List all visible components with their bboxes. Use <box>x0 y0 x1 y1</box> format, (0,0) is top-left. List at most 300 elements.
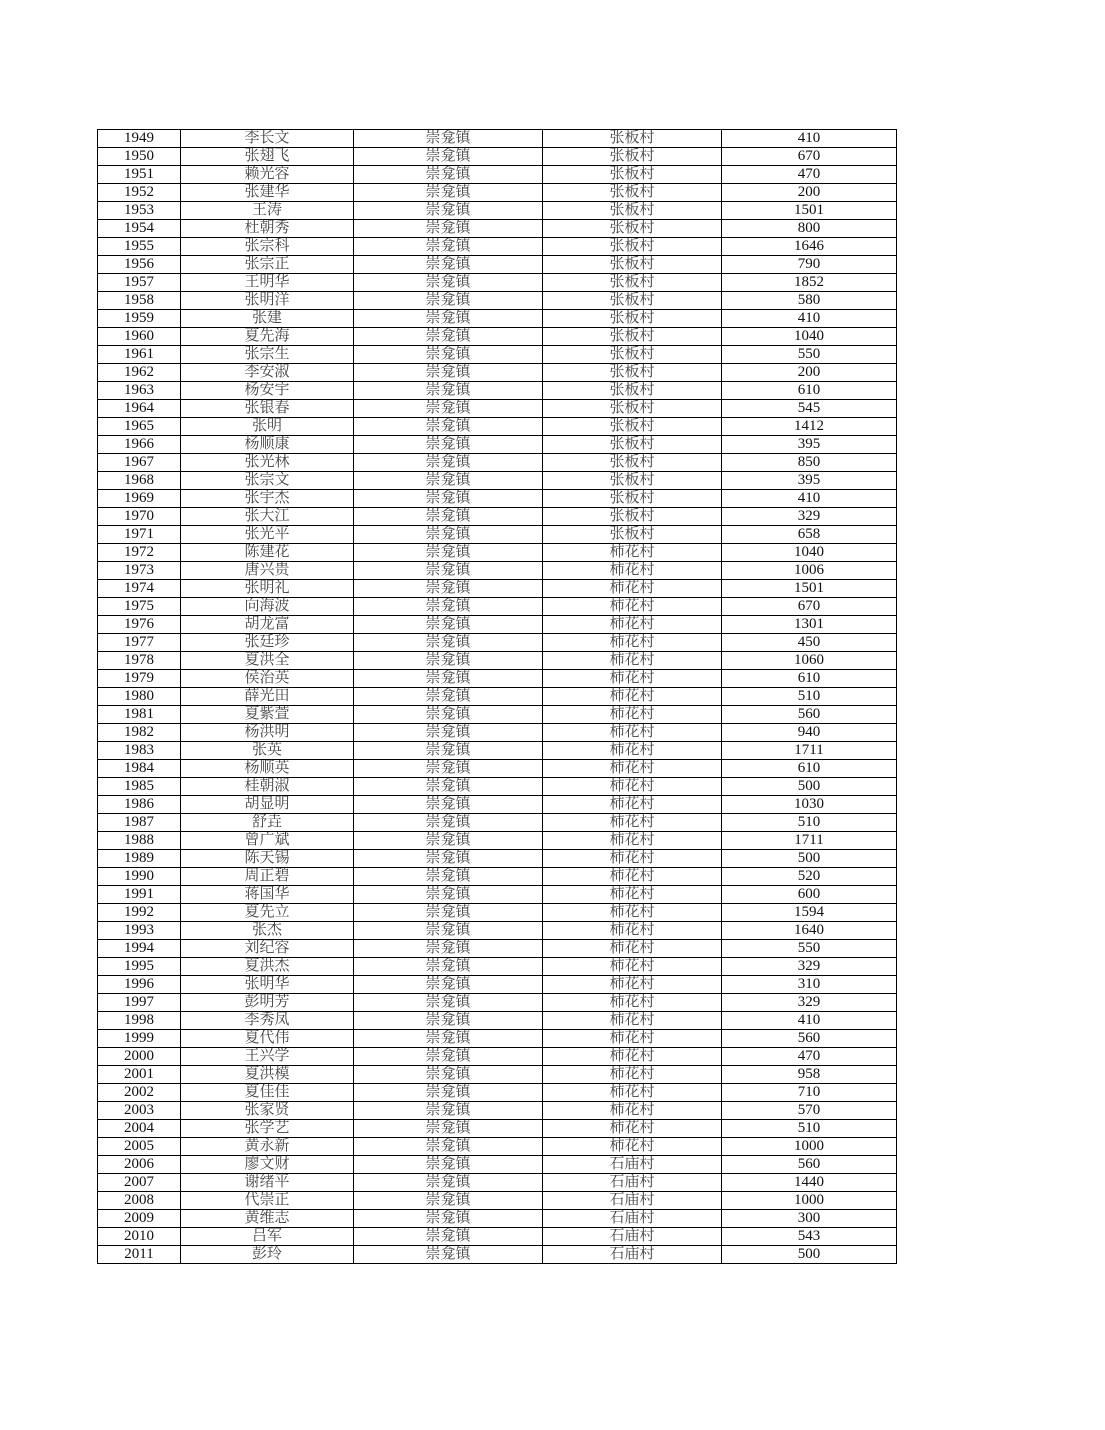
amount-cell: 610 <box>722 670 897 688</box>
table-row <box>98 616 897 634</box>
town-cell: 崇龛镇 <box>354 1030 543 1048</box>
village-cell: 张板村 <box>543 184 722 202</box>
row-number-cell: 2011 <box>98 1246 181 1264</box>
name-cell: 张宇杰 <box>181 490 354 508</box>
name-cell: 杜朝秀 <box>181 220 354 238</box>
amount-cell: 710 <box>722 1084 897 1102</box>
table-row <box>98 148 897 166</box>
amount-cell: 580 <box>722 292 897 310</box>
name-cell: 李安淑 <box>181 364 354 382</box>
town-cell: 崇龛镇 <box>354 526 543 544</box>
town-cell: 崇龛镇 <box>354 670 543 688</box>
table-row <box>98 1138 897 1156</box>
village-cell: 张板村 <box>543 454 722 472</box>
village-cell: 张板村 <box>543 130 722 148</box>
town-cell: 崇龛镇 <box>354 238 543 256</box>
name-cell: 王涛 <box>181 202 354 220</box>
row-number-cell: 1999 <box>98 1030 181 1048</box>
name-cell: 杨洪明 <box>181 724 354 742</box>
village-cell: 柿花村 <box>543 706 722 724</box>
row-number-cell: 1990 <box>98 868 181 886</box>
village-cell: 张板村 <box>543 310 722 328</box>
town-cell: 崇龛镇 <box>354 1156 543 1174</box>
name-cell: 张学艺 <box>181 1120 354 1138</box>
village-cell: 柿花村 <box>543 1030 722 1048</box>
row-number-cell: 2004 <box>98 1120 181 1138</box>
name-cell: 桂朝淑 <box>181 778 354 796</box>
village-cell: 柿花村 <box>543 760 722 778</box>
row-number-cell: 1964 <box>98 400 181 418</box>
amount-cell: 550 <box>722 940 897 958</box>
table-row <box>98 1084 897 1102</box>
row-number-cell: 1992 <box>98 904 181 922</box>
town-cell: 崇龛镇 <box>354 616 543 634</box>
amount-cell: 1501 <box>722 580 897 598</box>
row-number-cell: 1966 <box>98 436 181 454</box>
table-row <box>98 886 897 904</box>
amount-cell: 1501 <box>722 202 897 220</box>
amount-cell: 560 <box>722 1030 897 1048</box>
table-row <box>98 688 897 706</box>
amount-cell: 500 <box>722 850 897 868</box>
town-cell: 崇龛镇 <box>354 1048 543 1066</box>
town-cell: 崇龛镇 <box>354 508 543 526</box>
name-cell: 王明华 <box>181 274 354 292</box>
village-cell: 石庙村 <box>543 1192 722 1210</box>
row-number-cell: 1989 <box>98 850 181 868</box>
table-row <box>98 1192 897 1210</box>
row-number-cell: 1985 <box>98 778 181 796</box>
name-cell: 舒垚 <box>181 814 354 832</box>
town-cell: 崇龛镇 <box>354 400 543 418</box>
amount-cell: 1060 <box>722 652 897 670</box>
amount-cell: 1006 <box>722 562 897 580</box>
amount-cell: 300 <box>722 1210 897 1228</box>
name-cell: 张宗科 <box>181 238 354 256</box>
table-row <box>98 1102 897 1120</box>
village-cell: 柿花村 <box>543 724 722 742</box>
village-cell: 柿花村 <box>543 562 722 580</box>
amount-cell: 395 <box>722 472 897 490</box>
amount-cell: 800 <box>722 220 897 238</box>
table-row <box>98 220 897 238</box>
village-cell: 柿花村 <box>543 850 722 868</box>
town-cell: 崇龛镇 <box>354 310 543 328</box>
amount-cell: 1711 <box>722 742 897 760</box>
town-cell: 崇龛镇 <box>354 1228 543 1246</box>
name-cell: 彭玲 <box>181 1246 354 1264</box>
table-row <box>98 166 897 184</box>
amount-cell: 600 <box>722 886 897 904</box>
amount-cell: 850 <box>722 454 897 472</box>
name-cell: 李秀凤 <box>181 1012 354 1030</box>
town-cell: 崇龛镇 <box>354 346 543 364</box>
town-cell: 崇龛镇 <box>354 490 543 508</box>
table-row <box>98 1228 897 1246</box>
village-cell: 柿花村 <box>543 580 722 598</box>
village-cell: 柿花村 <box>543 634 722 652</box>
table-row <box>98 256 897 274</box>
row-number-cell: 1951 <box>98 166 181 184</box>
town-cell: 崇龛镇 <box>354 634 543 652</box>
table-row <box>98 778 897 796</box>
amount-cell: 410 <box>722 130 897 148</box>
town-cell: 崇龛镇 <box>354 796 543 814</box>
town-cell: 崇龛镇 <box>354 958 543 976</box>
town-cell: 崇龛镇 <box>354 1102 543 1120</box>
name-cell: 夏先立 <box>181 904 354 922</box>
amount-cell: 1040 <box>722 544 897 562</box>
village-cell: 石庙村 <box>543 1228 722 1246</box>
village-cell: 柿花村 <box>543 832 722 850</box>
village-cell: 张板村 <box>543 274 722 292</box>
row-number-cell: 2003 <box>98 1102 181 1120</box>
table-row <box>98 382 897 400</box>
town-cell: 崇龛镇 <box>354 544 543 562</box>
village-cell: 张板村 <box>543 220 722 238</box>
amount-cell: 658 <box>722 526 897 544</box>
name-cell: 张大江 <box>181 508 354 526</box>
village-cell: 柿花村 <box>543 1120 722 1138</box>
data-table <box>97 129 897 1264</box>
amount-cell: 1040 <box>722 328 897 346</box>
name-cell: 夏先海 <box>181 328 354 346</box>
row-number-cell: 1983 <box>98 742 181 760</box>
town-cell: 崇龛镇 <box>354 1210 543 1228</box>
table-row <box>98 472 897 490</box>
name-cell: 夏代伟 <box>181 1030 354 1048</box>
village-cell: 柿花村 <box>543 814 722 832</box>
village-cell: 石庙村 <box>543 1246 722 1264</box>
village-cell: 张板村 <box>543 256 722 274</box>
village-cell: 柿花村 <box>543 544 722 562</box>
table-row <box>98 346 897 364</box>
name-cell: 吕军 <box>181 1228 354 1246</box>
row-number-cell: 1958 <box>98 292 181 310</box>
village-cell: 柿花村 <box>543 1102 722 1120</box>
name-cell: 张明礼 <box>181 580 354 598</box>
village-cell: 张板村 <box>543 418 722 436</box>
name-cell: 蒋国华 <box>181 886 354 904</box>
name-cell: 周正碧 <box>181 868 354 886</box>
town-cell: 崇龛镇 <box>354 994 543 1012</box>
village-cell: 柿花村 <box>543 922 722 940</box>
row-number-cell: 1981 <box>98 706 181 724</box>
name-cell: 夏紫萱 <box>181 706 354 724</box>
town-cell: 崇龛镇 <box>354 760 543 778</box>
row-number-cell: 1969 <box>98 490 181 508</box>
amount-cell: 958 <box>722 1066 897 1084</box>
name-cell: 薛光田 <box>181 688 354 706</box>
table-row <box>98 1012 897 1030</box>
amount-cell: 790 <box>722 256 897 274</box>
village-cell: 柿花村 <box>543 904 722 922</box>
town-cell: 崇龛镇 <box>354 1120 543 1138</box>
village-cell: 张板村 <box>543 166 722 184</box>
table-row <box>98 814 897 832</box>
row-number-cell: 1967 <box>98 454 181 472</box>
village-cell: 张板村 <box>543 472 722 490</box>
town-cell: 崇龛镇 <box>354 454 543 472</box>
row-number-cell: 1993 <box>98 922 181 940</box>
name-cell: 刘纪容 <box>181 940 354 958</box>
table-row <box>98 202 897 220</box>
amount-cell: 329 <box>722 958 897 976</box>
town-cell: 崇龛镇 <box>354 778 543 796</box>
table-row <box>98 238 897 256</box>
village-cell: 张板村 <box>543 292 722 310</box>
table-row <box>98 670 897 688</box>
row-number-cell: 1979 <box>98 670 181 688</box>
row-number-cell: 1984 <box>98 760 181 778</box>
row-number-cell: 2006 <box>98 1156 181 1174</box>
amount-cell: 1594 <box>722 904 897 922</box>
row-number-cell: 1978 <box>98 652 181 670</box>
town-cell: 崇龛镇 <box>354 1246 543 1264</box>
table-row <box>98 580 897 598</box>
table-row <box>98 1210 897 1228</box>
table-row <box>98 364 897 382</box>
row-number-cell: 1972 <box>98 544 181 562</box>
name-cell: 张宗文 <box>181 472 354 490</box>
town-cell: 崇龛镇 <box>354 724 543 742</box>
name-cell: 夏洪模 <box>181 1066 354 1084</box>
name-cell: 杨安宇 <box>181 382 354 400</box>
village-cell: 柿花村 <box>543 778 722 796</box>
amount-cell: 1000 <box>722 1192 897 1210</box>
name-cell: 张明华 <box>181 976 354 994</box>
row-number-cell: 1959 <box>98 310 181 328</box>
town-cell: 崇龛镇 <box>354 706 543 724</box>
amount-cell: 560 <box>722 1156 897 1174</box>
amount-cell: 410 <box>722 1012 897 1030</box>
table-row <box>98 184 897 202</box>
table-row <box>98 1048 897 1066</box>
table-row <box>98 922 897 940</box>
town-cell: 崇龛镇 <box>354 598 543 616</box>
town-cell: 崇龛镇 <box>354 148 543 166</box>
village-cell: 柿花村 <box>543 1012 722 1030</box>
row-number-cell: 1963 <box>98 382 181 400</box>
village-cell: 柿花村 <box>543 976 722 994</box>
town-cell: 崇龛镇 <box>354 130 543 148</box>
table-row <box>98 868 897 886</box>
name-cell: 夏洪杰 <box>181 958 354 976</box>
table-row <box>98 130 897 148</box>
town-cell: 崇龛镇 <box>354 850 543 868</box>
amount-cell: 1852 <box>722 274 897 292</box>
row-number-cell: 2002 <box>98 1084 181 1102</box>
town-cell: 崇龛镇 <box>354 220 543 238</box>
village-cell: 柿花村 <box>543 1138 722 1156</box>
amount-cell: 940 <box>722 724 897 742</box>
table-row <box>98 1066 897 1084</box>
village-cell: 柿花村 <box>543 688 722 706</box>
town-cell: 崇龛镇 <box>354 1138 543 1156</box>
table-row <box>98 832 897 850</box>
row-number-cell: 1956 <box>98 256 181 274</box>
amount-cell: 1030 <box>722 796 897 814</box>
table-row <box>98 742 897 760</box>
name-cell: 胡显明 <box>181 796 354 814</box>
amount-cell: 543 <box>722 1228 897 1246</box>
town-cell: 崇龛镇 <box>354 1012 543 1030</box>
amount-cell: 560 <box>722 706 897 724</box>
name-cell: 张家贤 <box>181 1102 354 1120</box>
village-cell: 柿花村 <box>543 958 722 976</box>
amount-cell: 670 <box>722 148 897 166</box>
name-cell: 谢绪平 <box>181 1174 354 1192</box>
town-cell: 崇龛镇 <box>354 292 543 310</box>
table-row <box>98 274 897 292</box>
row-number-cell: 1962 <box>98 364 181 382</box>
name-cell: 侯治英 <box>181 670 354 688</box>
amount-cell: 545 <box>722 400 897 418</box>
town-cell: 崇龛镇 <box>354 832 543 850</box>
village-cell: 张板村 <box>543 148 722 166</box>
town-cell: 崇龛镇 <box>354 562 543 580</box>
row-number-cell: 1975 <box>98 598 181 616</box>
amount-cell: 310 <box>722 976 897 994</box>
name-cell: 王兴学 <box>181 1048 354 1066</box>
village-cell: 张板村 <box>543 328 722 346</box>
village-cell: 柿花村 <box>543 868 722 886</box>
village-cell: 张板村 <box>543 382 722 400</box>
name-cell: 张宗生 <box>181 346 354 364</box>
name-cell: 赖光容 <box>181 166 354 184</box>
name-cell: 曾广斌 <box>181 832 354 850</box>
amount-cell: 200 <box>722 184 897 202</box>
town-cell: 崇龛镇 <box>354 364 543 382</box>
town-cell: 崇龛镇 <box>354 652 543 670</box>
village-cell: 柿花村 <box>543 652 722 670</box>
table-row <box>98 508 897 526</box>
town-cell: 崇龛镇 <box>354 166 543 184</box>
table-row <box>98 292 897 310</box>
table-row <box>98 706 897 724</box>
name-cell: 廖文财 <box>181 1156 354 1174</box>
village-cell: 柿花村 <box>543 940 722 958</box>
village-cell: 石庙村 <box>543 1174 722 1192</box>
amount-cell: 1711 <box>722 832 897 850</box>
row-number-cell: 2005 <box>98 1138 181 1156</box>
row-number-cell: 1994 <box>98 940 181 958</box>
amount-cell: 500 <box>722 1246 897 1264</box>
name-cell: 张光平 <box>181 526 354 544</box>
table-row <box>98 1174 897 1192</box>
amount-cell: 1301 <box>722 616 897 634</box>
row-number-cell: 1996 <box>98 976 181 994</box>
village-cell: 柿花村 <box>543 670 722 688</box>
town-cell: 崇龛镇 <box>354 1066 543 1084</box>
table-row <box>98 850 897 868</box>
village-cell: 柿花村 <box>543 598 722 616</box>
town-cell: 崇龛镇 <box>354 436 543 454</box>
table-row <box>98 1120 897 1138</box>
row-number-cell: 1987 <box>98 814 181 832</box>
village-cell: 张板村 <box>543 238 722 256</box>
town-cell: 崇龛镇 <box>354 1174 543 1192</box>
name-cell: 夏洪全 <box>181 652 354 670</box>
town-cell: 崇龛镇 <box>354 904 543 922</box>
name-cell: 张廷珍 <box>181 634 354 652</box>
row-number-cell: 1973 <box>98 562 181 580</box>
table-row <box>98 796 897 814</box>
row-number-cell: 1971 <box>98 526 181 544</box>
town-cell: 崇龛镇 <box>354 976 543 994</box>
village-cell: 柿花村 <box>543 1084 722 1102</box>
name-cell: 张建 <box>181 310 354 328</box>
row-number-cell: 1968 <box>98 472 181 490</box>
town-cell: 崇龛镇 <box>354 184 543 202</box>
table-row <box>98 418 897 436</box>
town-cell: 崇龛镇 <box>354 328 543 346</box>
town-cell: 崇龛镇 <box>354 868 543 886</box>
name-cell: 张光林 <box>181 454 354 472</box>
row-number-cell: 1982 <box>98 724 181 742</box>
name-cell: 杨顺康 <box>181 436 354 454</box>
row-number-cell: 1954 <box>98 220 181 238</box>
amount-cell: 200 <box>722 364 897 382</box>
amount-cell: 410 <box>722 490 897 508</box>
row-number-cell: 2001 <box>98 1066 181 1084</box>
table-row <box>98 490 897 508</box>
name-cell: 黄永新 <box>181 1138 354 1156</box>
town-cell: 崇龛镇 <box>354 814 543 832</box>
name-cell: 夏佳佳 <box>181 1084 354 1102</box>
row-number-cell: 1960 <box>98 328 181 346</box>
row-number-cell: 1961 <box>98 346 181 364</box>
name-cell: 杨顺英 <box>181 760 354 778</box>
town-cell: 崇龛镇 <box>354 886 543 904</box>
table-row <box>98 562 897 580</box>
row-number-cell: 1965 <box>98 418 181 436</box>
name-cell: 张英 <box>181 742 354 760</box>
name-cell: 张明洋 <box>181 292 354 310</box>
amount-cell: 610 <box>722 382 897 400</box>
table-row <box>98 634 897 652</box>
row-number-cell: 1976 <box>98 616 181 634</box>
name-cell: 胡龙富 <box>181 616 354 634</box>
amount-cell: 1000 <box>722 1138 897 1156</box>
village-cell: 张板村 <box>543 526 722 544</box>
table-row <box>98 940 897 958</box>
amount-cell: 570 <box>722 1102 897 1120</box>
village-cell: 张板村 <box>543 490 722 508</box>
village-cell: 柿花村 <box>543 796 722 814</box>
name-cell: 陈天锡 <box>181 850 354 868</box>
name-cell: 张杰 <box>181 922 354 940</box>
village-cell: 柿花村 <box>543 742 722 760</box>
town-cell: 崇龛镇 <box>354 580 543 598</box>
town-cell: 崇龛镇 <box>354 274 543 292</box>
row-number-cell: 1997 <box>98 994 181 1012</box>
amount-cell: 510 <box>722 1120 897 1138</box>
row-number-cell: 1991 <box>98 886 181 904</box>
table-row <box>98 652 897 670</box>
amount-cell: 1640 <box>722 922 897 940</box>
town-cell: 崇龛镇 <box>354 742 543 760</box>
row-number-cell: 2000 <box>98 1048 181 1066</box>
row-number-cell: 1974 <box>98 580 181 598</box>
amount-cell: 470 <box>722 166 897 184</box>
amount-cell: 1412 <box>722 418 897 436</box>
village-cell: 石庙村 <box>543 1210 722 1228</box>
amount-cell: 1440 <box>722 1174 897 1192</box>
row-number-cell: 2007 <box>98 1174 181 1192</box>
village-cell: 张板村 <box>543 346 722 364</box>
row-number-cell: 1952 <box>98 184 181 202</box>
